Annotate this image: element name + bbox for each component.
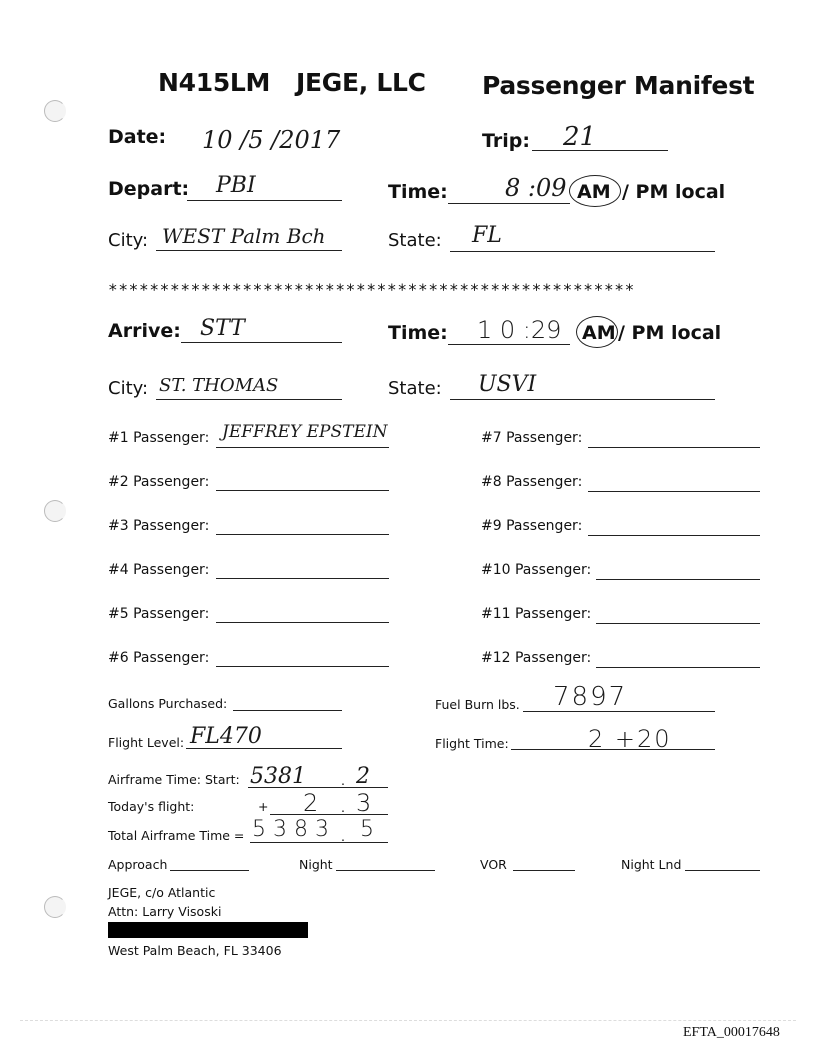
arrive-time-line xyxy=(448,344,570,345)
passenger-label: #5 Passenger: xyxy=(108,606,210,622)
today-flight-tenth: 3 xyxy=(356,789,372,817)
today-flight-whole: 2 xyxy=(303,789,319,817)
bates-number: EFTA_00017648 xyxy=(683,1025,780,1040)
depart-city-value: WEST Palm Bch xyxy=(162,224,326,248)
total-airframe-label: Total Airframe Time = xyxy=(108,828,245,843)
passenger-line xyxy=(216,622,389,623)
arrive-am: AM xyxy=(582,322,616,344)
today-flight-label: Today's flight: xyxy=(108,799,195,814)
address-line-2: Attn: Larry Visoski xyxy=(108,904,222,919)
arrive-time-value: 1 0 :29 xyxy=(477,316,562,344)
punch-hole xyxy=(44,100,66,122)
doc-title: Passenger Manifest xyxy=(482,71,755,100)
today-flight-dot: . xyxy=(341,800,345,815)
passenger-1-name: JEFFREY EPSTEIN xyxy=(222,422,388,442)
passenger-label: #8 Passenger: xyxy=(481,474,583,490)
arrive-label: Arrive: xyxy=(108,320,181,342)
depart-line xyxy=(187,200,342,201)
arrive-city-value: ST. THOMAS xyxy=(159,375,279,396)
gallons-label: Gallons Purchased: xyxy=(108,696,228,711)
depart-time-value: 8 :09 xyxy=(505,174,567,202)
passenger-label: #2 Passenger: xyxy=(108,474,210,490)
trip-line xyxy=(532,150,668,151)
date-value: 10 /5 /2017 xyxy=(202,126,341,154)
depart-value: PBI xyxy=(216,173,256,198)
night-lnd-line xyxy=(685,870,760,871)
passenger-label: #1 Passenger: xyxy=(108,430,210,446)
tail-number: N415LM xyxy=(158,68,271,97)
flight-level-label: Flight Level: xyxy=(108,735,185,750)
passenger-line xyxy=(596,667,760,668)
passenger-label: #6 Passenger: xyxy=(108,650,210,666)
passenger-label: #4 Passenger: xyxy=(108,562,210,578)
total-airframe-whole: 5 3 8 3 xyxy=(252,817,329,842)
passenger-label: #3 Passenger: xyxy=(108,518,210,534)
depart-city-label: City: xyxy=(108,230,149,251)
passenger-line xyxy=(596,579,760,580)
depart-time-label: Time: xyxy=(388,181,448,203)
night-lnd-label: Night Lnd xyxy=(621,857,682,872)
arrive-state-label: State: xyxy=(388,378,442,399)
gallons-line xyxy=(233,710,342,711)
passenger-label: #9 Passenger: xyxy=(481,518,583,534)
airframe-start-dot: . xyxy=(341,773,345,788)
passenger-line xyxy=(588,491,760,492)
passenger-label: #12 Passenger: xyxy=(481,650,592,666)
scan-edge xyxy=(20,1020,796,1021)
arrive-state-value: USVI xyxy=(478,372,537,397)
arrive-state-line xyxy=(450,399,715,400)
flight-level-value: FL470 xyxy=(190,724,262,749)
arrive-line xyxy=(181,342,342,343)
arrive-pm-local: / PM local xyxy=(618,322,722,344)
passenger-line xyxy=(588,447,760,448)
depart-state-label: State: xyxy=(388,230,442,251)
night-line xyxy=(336,870,435,871)
company-name: JEGE, LLC xyxy=(296,68,426,97)
arrive-time-label: Time: xyxy=(388,322,448,344)
punch-hole xyxy=(44,896,66,918)
arrive-city-line xyxy=(156,399,342,400)
today-plus: + xyxy=(258,799,269,814)
arrive-value: STT xyxy=(200,316,245,341)
arrive-city-label: City: xyxy=(108,378,149,399)
passenger-line xyxy=(588,535,760,536)
passenger-line xyxy=(216,490,389,491)
total-airframe-line xyxy=(250,842,388,843)
passenger-line xyxy=(216,447,389,448)
airframe-start-label: Airframe Time: Start: xyxy=(108,772,240,787)
separator: *************************************************** xyxy=(108,280,635,299)
passenger-line xyxy=(216,666,389,667)
approach-line xyxy=(170,870,249,871)
flight-time-value: 2 +20 xyxy=(588,725,672,753)
total-airframe-tenth: 5 xyxy=(360,817,374,842)
date-label: Date: xyxy=(108,126,167,148)
depart-state-line xyxy=(450,251,715,252)
airframe-start-tenth: 2 xyxy=(356,764,370,789)
night-label: Night xyxy=(299,857,333,872)
am-circle xyxy=(569,175,621,207)
vor-line xyxy=(513,870,575,871)
total-airframe-dot: . xyxy=(341,829,345,844)
redaction-bar xyxy=(108,922,308,938)
punch-hole xyxy=(44,500,66,522)
passenger-label: #10 Passenger: xyxy=(481,562,592,578)
vor-label: VOR xyxy=(480,857,507,872)
depart-label: Depart: xyxy=(108,178,190,200)
fuel-burn-value: 7897 xyxy=(553,682,628,712)
flight-time-label: Flight Time: xyxy=(435,736,509,751)
depart-am: AM xyxy=(577,181,611,203)
airframe-start-whole: 5381 xyxy=(250,764,306,789)
fuel-burn-label: Fuel Burn lbs. xyxy=(435,697,520,712)
approach-label: Approach xyxy=(108,857,168,872)
depart-pm-local: / PM local xyxy=(622,181,726,203)
address-line-4: West Palm Beach, FL 33406 xyxy=(108,943,282,958)
trip-label: Trip: xyxy=(482,130,530,152)
trip-value: 21 xyxy=(563,122,597,152)
passenger-line xyxy=(216,534,389,535)
passenger-line xyxy=(596,623,760,624)
depart-city-line xyxy=(156,250,342,251)
passenger-label: #7 Passenger: xyxy=(481,430,583,446)
passenger-line xyxy=(216,578,389,579)
depart-state-value: FL xyxy=(472,223,502,248)
address-line-1: JEGE, c/o Atlantic xyxy=(108,885,216,900)
depart-time-line xyxy=(448,203,570,204)
passenger-label: #11 Passenger: xyxy=(481,606,592,622)
am-circle xyxy=(576,316,618,348)
